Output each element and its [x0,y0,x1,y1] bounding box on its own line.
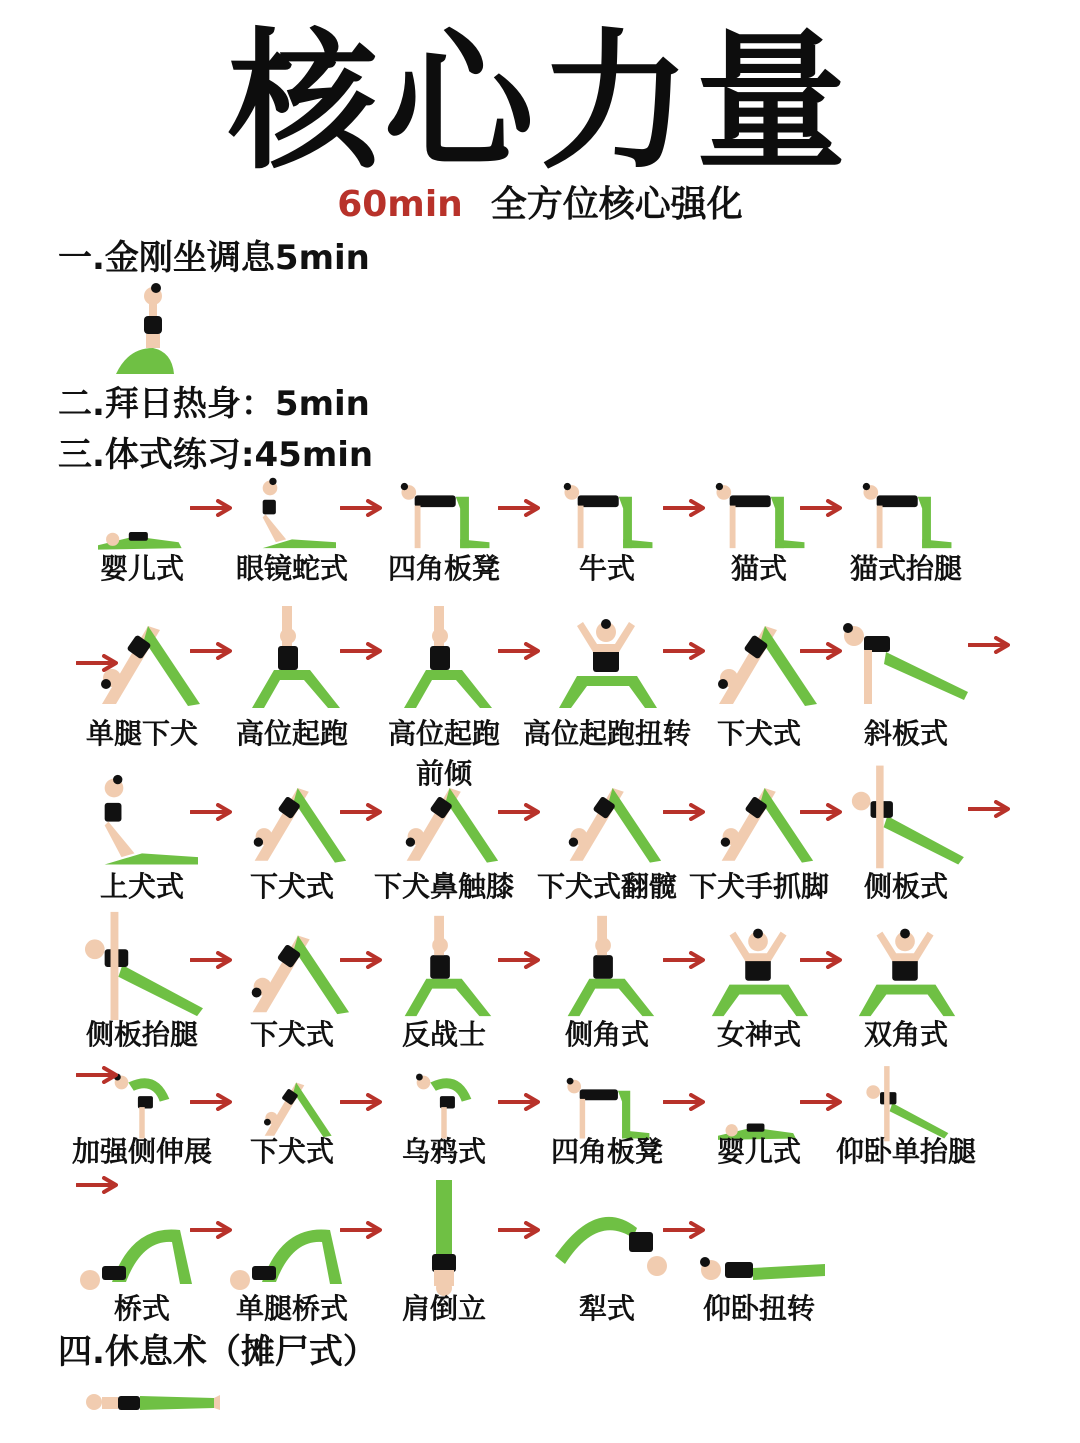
page-title: 核心力量 [227,16,852,190]
subtitle [0,182,1080,228]
pose-figure-icon [374,906,514,1024]
pose-label: 下犬式 [249,1135,334,1168]
pose-label: 桥式 [113,1292,170,1325]
pose-label: 下犬式翻髋 [536,870,677,903]
flow-arrow-icon [498,1093,540,1111]
pose-label: 侧板式 [863,870,948,903]
pose-figure-icon [537,760,677,872]
pose-label: 下犬式 [249,1018,334,1051]
pose-label: 单腿下犬 [85,717,198,750]
pose-label: 犁式 [578,1292,635,1325]
pose-label: 下犬鼻触膝 [373,870,514,903]
pose-label-line2: 前倾 [415,757,472,790]
flow-arrow-icon [76,1176,118,1194]
subtitle-text: 全方位核心强化 [490,184,743,225]
section-pose-practice: 三.体式练习:45min [58,435,374,475]
pose-figure-icon [537,1172,677,1300]
flow-arrow-icon [498,1221,540,1239]
pose-label: 单腿桥式 [235,1292,348,1325]
pose-figure-icon [836,466,976,554]
pose-label: 双角式 [863,1018,948,1051]
section-sun-salutation: 二.拜日热身：5min [58,384,370,424]
pose-label: 反战士 [401,1018,486,1051]
pose-figure-icon [836,760,976,872]
pose-figure-icon [374,1062,514,1144]
pose-label: 婴儿式 [716,1135,801,1168]
flow-arrow-icon [498,803,540,821]
flow-arrow-icon [968,636,1010,654]
pose-figure-icon [537,466,677,554]
pose-label: 高位起跑扭转 [522,717,691,750]
pose-label: 加强侧伸展 [71,1135,212,1168]
pose-label: 肩倒立 [401,1292,486,1325]
section-savasana: 四.休息术（摊尸式） [58,1332,377,1372]
vajrasana-figure [108,282,178,378]
pose-figure-icon [374,466,514,554]
pose-label: 下犬手抓脚 [688,870,829,903]
pose-figure-icon [374,596,514,716]
pose-label: 仰卧扭转 [702,1292,815,1325]
pose-label: 女神式 [716,1018,801,1051]
flow-arrow-icon [76,654,118,672]
savasana-figure [82,1386,222,1420]
pose-label: 仰卧单抬腿 [835,1135,976,1168]
pose-label: 牛式 [578,552,635,585]
pose-label: 侧角式 [564,1018,649,1051]
pose-figure-icon [836,596,976,716]
pose-label: 眼镜蛇式 [235,552,348,585]
pose-label: 四角板凳 [387,552,500,585]
flow-arrow-icon [498,951,540,969]
pose-label: 猫式抬腿 [849,552,962,585]
pose-label: 高位起跑 [387,717,500,750]
flow-arrow-icon [498,499,540,517]
section-vajrasana: 一.金刚坐调息5min [58,238,370,278]
pose-label: 下犬式 [249,870,334,903]
pose-figure-icon [537,596,677,716]
subtitle-duration: 60min [337,184,463,225]
pose-label: 上犬式 [99,870,184,903]
pose-figure-icon [836,1062,976,1144]
pose-figure-icon [836,906,976,1024]
pose-label: 侧板抬腿 [85,1018,198,1051]
flow-arrow-icon [498,642,540,660]
pose-figure-icon [537,1062,677,1144]
pose-label: 婴儿式 [99,552,184,585]
pose-label: 高位起跑 [235,717,348,750]
pose-label: 斜板式 [863,717,948,750]
pose-figure-icon [537,906,677,1024]
pose-label: 乌鸦式 [401,1135,486,1168]
pose-figure-icon [374,760,514,872]
pose-label: 下犬式 [716,717,801,750]
flow-arrow-icon [76,1066,118,1084]
flow-arrow-icon [968,800,1010,818]
pose-label: 四角板凳 [550,1135,663,1168]
pose-figure-icon [374,1172,514,1300]
pose-figure-icon [689,1172,829,1300]
pose-label: 猫式 [730,552,787,585]
